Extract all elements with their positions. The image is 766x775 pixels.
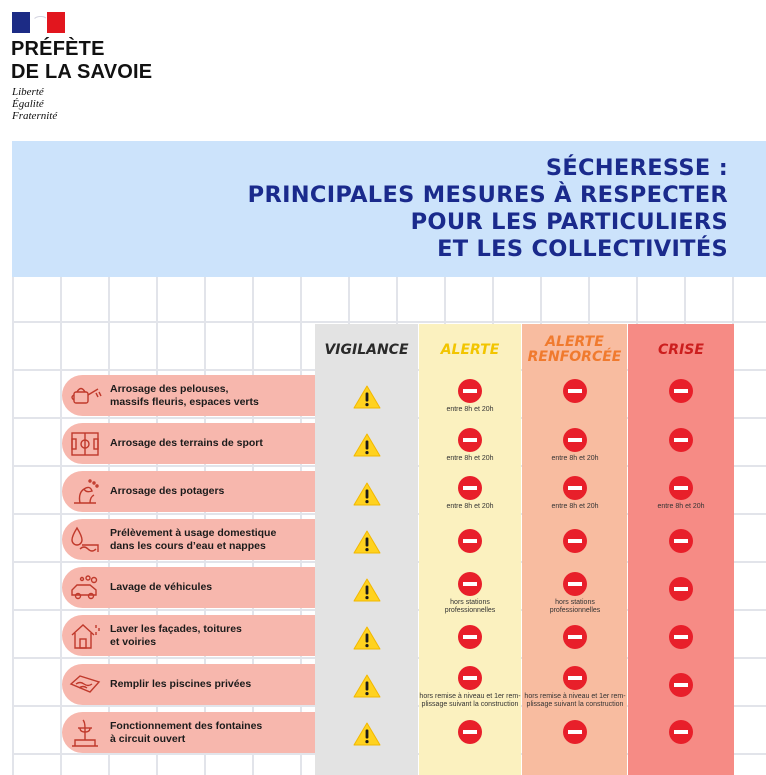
warning-icon bbox=[353, 433, 381, 457]
pool-icon bbox=[68, 670, 102, 700]
watering-can-icon bbox=[68, 381, 102, 411]
cell-alerte-row8 bbox=[420, 720, 520, 744]
forbidden-icon bbox=[669, 529, 693, 553]
forbidden-icon bbox=[669, 673, 693, 697]
cell-renforcee-row2: entre 8h et 20h bbox=[525, 428, 625, 463]
cell-crise-row1 bbox=[631, 379, 731, 403]
warning-icon bbox=[353, 722, 381, 746]
forbidden-icon bbox=[458, 379, 482, 403]
cell-renforcee-row5: hors stations professionnelles bbox=[525, 572, 625, 615]
forbidden-icon bbox=[563, 666, 587, 690]
cell-crise-row8 bbox=[631, 720, 731, 744]
header-alerte-renforcee: ALERTE RENFORCÉE bbox=[527, 334, 622, 365]
cell-renforcee-row8 bbox=[525, 720, 625, 744]
cell-renforcee-row3: entre 8h et 20h bbox=[525, 476, 625, 511]
cell-alerte-row4 bbox=[420, 529, 520, 553]
cell-alerte-row2: entre 8h et 20h bbox=[420, 428, 520, 463]
cell-alerte-row7: hors remise à niveau et 1er rem- plissage suivant la construction bbox=[420, 666, 520, 709]
warning-icon bbox=[353, 674, 381, 698]
cell-crise-row6 bbox=[631, 625, 731, 649]
cell-renforcee-row6 bbox=[525, 625, 625, 649]
forbidden-icon bbox=[563, 625, 587, 649]
row-lavage-vehicules: Lavage de véhicules bbox=[62, 567, 315, 608]
republic-flag-logo bbox=[12, 12, 65, 33]
row-fontaines: Fonctionnement des fontaines à circuit ouvert bbox=[62, 712, 315, 753]
cell-vigilance-row6 bbox=[317, 626, 417, 650]
row-arrosage-pelouses: Arrosage des pelouses, massifs fleuris, espaces verts bbox=[62, 375, 315, 416]
forbidden-icon bbox=[669, 379, 693, 403]
forbidden-icon bbox=[669, 476, 693, 500]
car-wash-icon bbox=[68, 573, 102, 603]
cell-crise-row7 bbox=[631, 673, 731, 697]
prefecture-name: PRÉFÈTE DE LA SAVOIE bbox=[11, 38, 153, 83]
cell-vigilance-row5 bbox=[317, 578, 417, 602]
cell-alerte-row3: entre 8h et 20h bbox=[420, 476, 520, 511]
title-banner bbox=[12, 141, 766, 277]
forbidden-icon bbox=[563, 529, 587, 553]
header-vigilance: VIGILANCE bbox=[324, 341, 409, 358]
forbidden-icon bbox=[458, 625, 482, 649]
header-alerte: ALERTE bbox=[440, 341, 500, 358]
forbidden-icon bbox=[669, 625, 693, 649]
forbidden-icon bbox=[458, 720, 482, 744]
forbidden-icon bbox=[563, 476, 587, 500]
forbidden-icon bbox=[458, 529, 482, 553]
page-title: SÉCHERESSE : PRINCIPALES MESURES À RESPECTER POUR LES PARTICULIERS ET LES COLLECTIVITÉS bbox=[247, 155, 728, 262]
warning-icon bbox=[353, 482, 381, 506]
warning-icon bbox=[353, 385, 381, 409]
cell-renforcee-row4 bbox=[525, 529, 625, 553]
cell-vigilance-row3 bbox=[317, 482, 417, 506]
cell-crise-row5 bbox=[631, 577, 731, 601]
forbidden-icon bbox=[669, 577, 693, 601]
warning-icon bbox=[353, 578, 381, 602]
forbidden-icon bbox=[563, 572, 587, 596]
sport-field-icon bbox=[68, 429, 102, 459]
row-remplir-piscines: Remplir les piscines privées bbox=[62, 664, 315, 705]
cell-renforcee-row1 bbox=[525, 379, 625, 403]
forbidden-icon bbox=[563, 379, 587, 403]
fountain-icon bbox=[68, 718, 102, 748]
forbidden-icon bbox=[458, 428, 482, 452]
cell-vigilance-row2 bbox=[317, 433, 417, 457]
cell-crise-row2 bbox=[631, 428, 731, 452]
cell-alerte-row5: hors stations professionnelles bbox=[420, 572, 520, 615]
cell-vigilance-row7 bbox=[317, 674, 417, 698]
forbidden-icon bbox=[458, 572, 482, 596]
cell-renforcee-row7: hors remise à niveau et 1er rem- plissage suivant la construction bbox=[525, 666, 625, 709]
forbidden-icon bbox=[669, 720, 693, 744]
cell-vigilance-row1 bbox=[317, 385, 417, 409]
house-icon bbox=[68, 621, 102, 651]
cell-vigilance-row8 bbox=[317, 722, 417, 746]
cell-vigilance-row4 bbox=[317, 530, 417, 554]
forbidden-icon bbox=[458, 666, 482, 690]
forbidden-icon bbox=[458, 476, 482, 500]
warning-icon bbox=[353, 626, 381, 650]
cell-crise-row4 bbox=[631, 529, 731, 553]
header-crise: CRISE bbox=[658, 341, 704, 358]
row-prelevement-domestique: Prélèvement à usage domestique dans les cours d’eau et nappes bbox=[62, 519, 315, 560]
forbidden-icon bbox=[669, 428, 693, 452]
cell-alerte-row6 bbox=[420, 625, 520, 649]
water-drop-icon bbox=[68, 525, 102, 555]
forbidden-icon bbox=[563, 428, 587, 452]
warning-icon bbox=[353, 530, 381, 554]
cell-crise-row3: entre 8h et 20h bbox=[631, 476, 731, 511]
cell-alerte-row1: entre 8h et 20h bbox=[420, 379, 520, 414]
row-arrosage-terrains-sport: Arrosage des terrains de sport bbox=[62, 423, 315, 464]
republic-motto: Liberté Égalité Fraternité bbox=[12, 86, 58, 122]
row-laver-facades: Laver les façades, toitures et voiries bbox=[62, 615, 315, 656]
vegetable-garden-icon bbox=[68, 477, 102, 507]
forbidden-icon bbox=[563, 720, 587, 744]
row-arrosage-potagers: Arrosage des potagers bbox=[62, 471, 315, 512]
